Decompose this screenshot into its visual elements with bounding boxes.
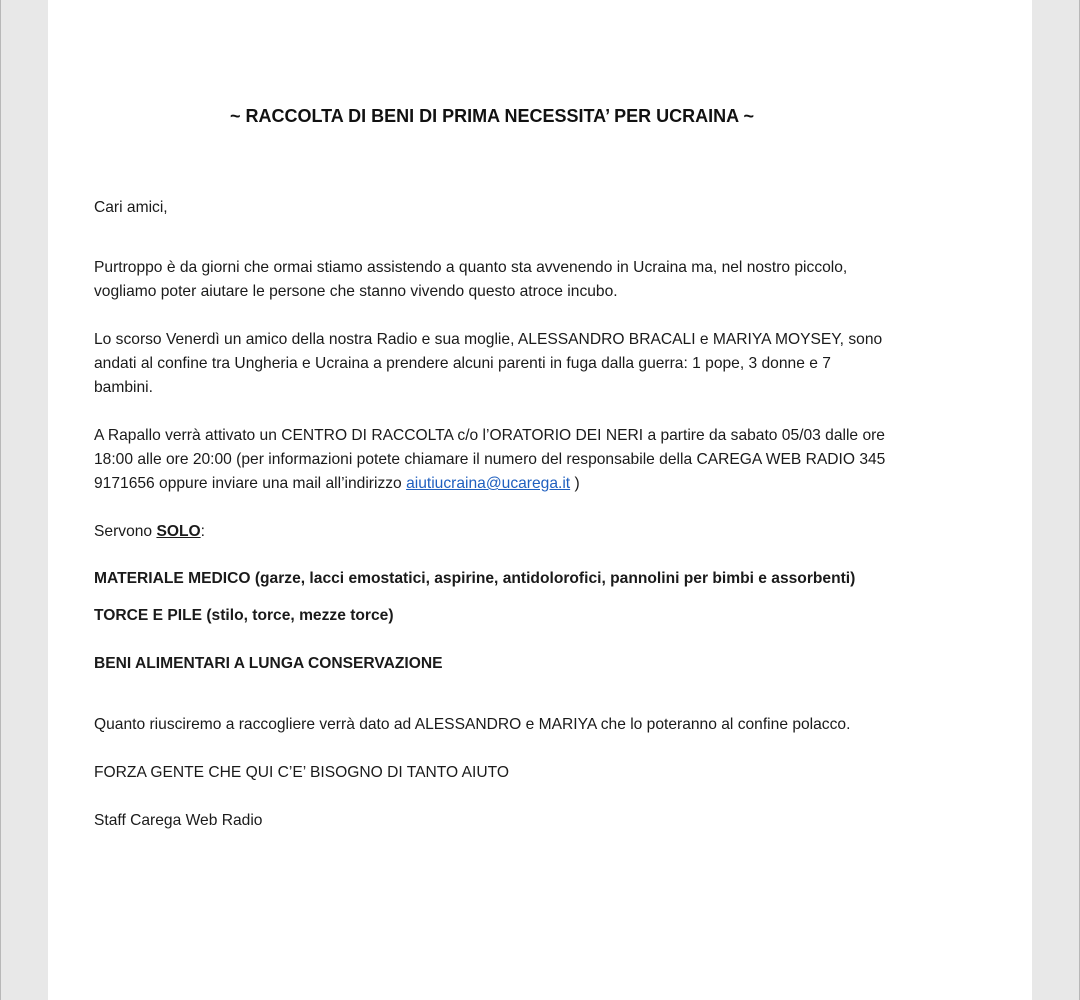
item-food: BENI ALIMENTARI A LUNGA CONSERVAZIONE — [94, 655, 443, 672]
document-title: ~ RACCOLTA DI BENI DI PRIMA NECESSITA’ PER UCRAINA ~ — [229, 106, 755, 126]
signature: Staff Carega Web Radio — [94, 812, 263, 829]
document-page — [48, 0, 1032, 1000]
left-page-border — [0, 0, 1, 1000]
servono-prefix: Servono — [94, 523, 153, 540]
closing-paragraph: Quanto riusciremo a raccogliere verrà dato ad ALESSANDRO e MARIYA che lo poteranno al confine polacco. — [94, 716, 851, 733]
paragraph-situation: Purtroppo è da giorni che ormai stiamo assistendo a quanto sta avvenendo in Ucraina ma, nel nostro piccolo, vogliamo poter aiutare le persone che stanno vivendo questo atroce incubo. — [94, 259, 848, 300]
email-link[interactable]: aiutiucraina@ucarega.it — [406, 475, 571, 492]
collection-center-end: ) — [574, 475, 580, 492]
paragraph-border-trip: Lo scorso Venerdì un amico della nostra Radio e sua moglie, ALESSANDRO BRACALI e MARIYA MOYSEY, sono andati al confine tra Ungheria e Ucraina a prendere alcuni parenti in fuga dalla guerra: 1 pope, 3 donne e 7 bambini. — [94, 331, 883, 396]
collection-center-text: A Rapallo verrà attivato un CENTRO DI RACCOLTA c/o l’ORATORIO DEI NERI a partire da sabato 05/03 dalle ore 18:00 alle ore 20:00 (per informazioni potete chiamare il numero del responsabile della CAREGA WEB RADIO 345 9171656 oppure inviare una mail all’indirizzo — [94, 427, 886, 492]
item-medical: MATERIALE MEDICO (garze, lacci emostatici, aspirine, antidolorofici, pannolini per bimbi e assorbenti) — [94, 570, 856, 587]
greeting: Cari amici, — [94, 199, 168, 216]
servono-solo: SOLO — [156, 523, 201, 540]
item-torches: TORCE E PILE (stilo, torce, mezze torce) — [94, 607, 394, 624]
servono-line — [94, 520, 894, 544]
servono-suffix: : — [200, 523, 205, 540]
paragraph-collection-center — [94, 424, 894, 496]
rally-line: FORZA GENTE CHE QUI C’E’ BISOGNO DI TANTO AIUTO — [94, 764, 510, 781]
